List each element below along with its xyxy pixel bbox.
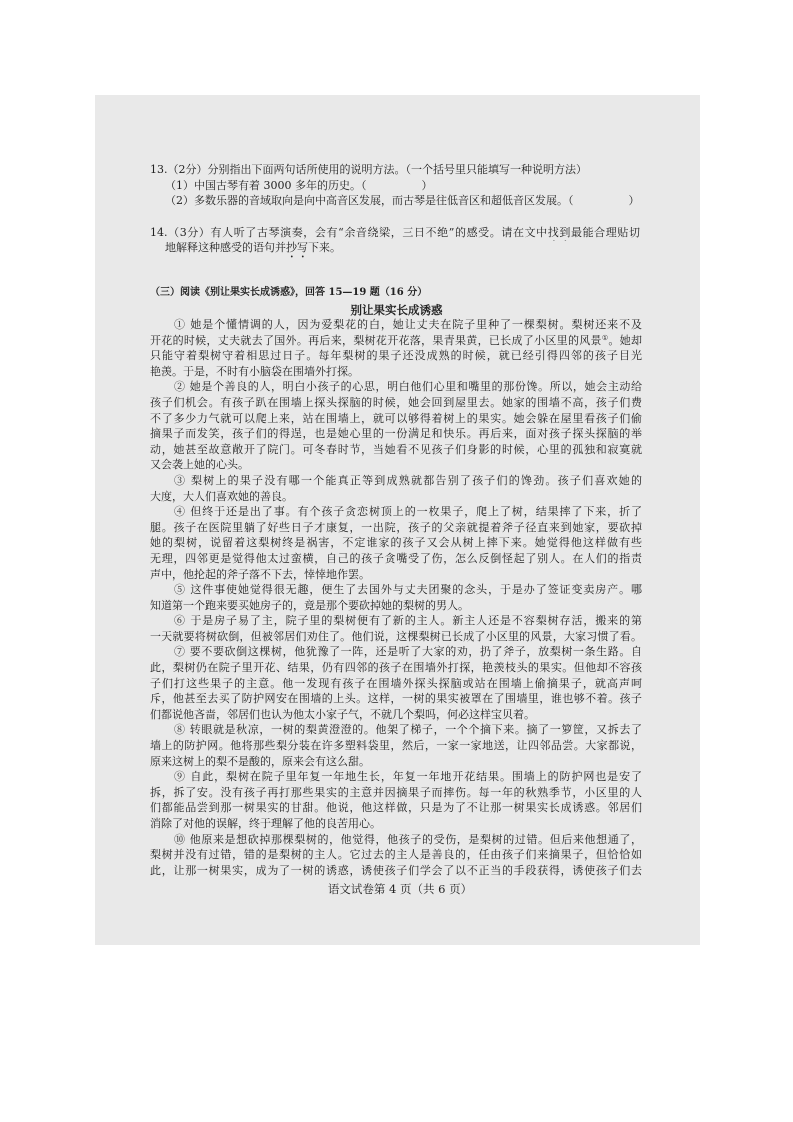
passage-line: 不了多少力气就可以爬上来，站在围墙上，就可以够得着树上的果实。她会躲在屋里看孩子们偷 xyxy=(150,411,642,425)
passage-line-text: 。她却 xyxy=(608,333,642,347)
passage-line: 大度，大人们喜欢她的善良。 xyxy=(150,489,293,503)
passage-line: 孩子们机会。有孩子趴在围墙上探头探脑的时候，她会回到屋里去。她家的围墙不高，孩子们费 xyxy=(150,395,642,409)
passage-line: ④ 但终于还是出了事。有个孩子贪恋树顶上的一枚果子，爬上了树，结果摔了下来，折了 xyxy=(174,505,642,519)
question-14-text: 下来。 xyxy=(308,241,341,254)
section-heading: （三）阅读《别让果实长成诱惑》，回答 15—19 题（16 分） xyxy=(150,287,428,298)
passage-line: ⑤ 这件事使她觉得很无趣，便生了去国外与丈夫团聚的念头，于是办了签证变卖房产。哪 xyxy=(174,583,642,597)
passage-line: 腿。孩子在医院里躺了好些日子才康复，一出院，孩子的父亲就提着斧子径直来到她家，要砍掉 xyxy=(150,520,642,534)
passage xyxy=(150,317,642,878)
question-14-text: 最能合理贴切 xyxy=(570,226,640,239)
passage-line: ① 她是个懂情调的人，因为爱梨花的白，她让丈夫在院子里种了一棵梨树。梨树还来不及 xyxy=(174,318,642,331)
passage-line: ⑥ 于是房子易了主，院子里的梨树便有了新的主人。新主人还是不容梨树存活，搬来的第 xyxy=(174,614,642,628)
passage-line: 梨树并没有过错，错的是梨树的主人。它过去的主人是善良的，任由孩子们来摘果子，但恰恰如 xyxy=(150,848,642,862)
passage-line: 子们打这些果子的主意。他一发现有孩子在围墙外探头探脑或站在围墙上偷摘果子，就高声呵 xyxy=(150,676,642,690)
emphasized-text: 找到 xyxy=(547,226,571,239)
question-13-item-2: （2）多数乐器的音域取向是向中高音区发展，而古琴是往低音区和超低音区发展。（ ） xyxy=(165,194,640,207)
passage-line: 她的梨树，说留着这梨树终是祸害，不定谁家的孩子又会从树上摔下来。她觉得他这样做有些 xyxy=(150,536,642,550)
passage-paragraph-5 xyxy=(150,582,642,613)
question-13-item-1: （1）中国古琴有着 3000 多年的历史。（ ） xyxy=(165,179,433,192)
passage-line: 又会袭上她的心头。 xyxy=(150,458,249,472)
passage-line: 此，梨树仍在院子里开花、结果，仍有四邻的孩子在围墙外打探，艳羡枝头的果实。但他却不容孩 xyxy=(150,661,642,675)
passage-paragraph-6 xyxy=(150,613,642,644)
question-13-stem: 13.（2分）分别指出下面两句话所使用的说明方法。（一个括号里只能填写一种说明方法） xyxy=(150,163,587,176)
passage-line: 声中，他抡起的斧子落不下去，悻悻地作罢。 xyxy=(150,567,370,581)
passage-line-text: 开花的时候，丈夫就去了国外。再后来，梨树花开花落，果青果黄，已长成了小区里的风景 xyxy=(150,333,602,347)
passage-line: 们都能品尝到那一树果实的甘甜。他说，他这样做，只是为了不让那一树果实长成诱惑。邻居们 xyxy=(150,801,642,815)
passage-paragraph-3 xyxy=(150,473,642,504)
passage-line: ③ 梨树上的果子没有哪一个能真正等到成熟就都告别了孩子们的馋劲。孩子们喜欢她的 xyxy=(174,473,642,487)
passage-line: 斥，他甚至去买了防护网安在围墙的上头。这样，一树的果实被罩在了围墙里，谁也够不着。孩子 xyxy=(150,692,642,706)
passage-paragraph-7 xyxy=(150,644,642,722)
passage-line: 此，让那一树果实，成为了一树的诱惑，诱使孩子们学会了以不正当的手段获得，诱使孩子们去 xyxy=(150,863,642,877)
question-14-line-1 xyxy=(150,225,640,241)
passage-title: 别让果实长成诱惑 xyxy=(350,303,443,317)
passage-paragraph-10 xyxy=(150,832,642,879)
passage-line: 拆，拆了安。没有孩子再打那些果实的主意并因摘果子而摔伤。每一年的秋熟季节，小区里的人 xyxy=(150,785,642,799)
passage-line: 动，她甚至故意敞开了院门。可冬春时节，当她看不见孩子们身影的时候，心里的孤独和寂寞就 xyxy=(150,442,642,456)
emphasized-text: 抄写 xyxy=(286,241,308,254)
passage-paragraph-4 xyxy=(150,504,642,582)
passage-line: 艳羡。于是，不时有小脑袋在围墙外打探。 xyxy=(150,364,359,378)
passage-line: 知道第一个跑来要买她房子的，竟是那个要砍掉她的梨树的男人。 xyxy=(150,598,469,612)
passage-line xyxy=(150,333,642,349)
question-14-text: 14.（3分）有人听了古琴演奏，会有“余音绕梁，三日不绝”的感受。请在文中 xyxy=(150,226,548,239)
passage-line: ⑧ 转眼就是秋凉，一树的梨黄澄澄的。他架了梯子，一个个摘下来。摘了一箩筐，又拆去了 xyxy=(174,723,642,737)
passage-line: 墙上的防护网。他将那些梨分装在许多塑料袋里，然后，一家一家地送，让四邻品尝。大家都说， xyxy=(150,739,642,753)
passage-line: ⑩ 他原来是想砍掉那棵梨树的，他觉得，他孩子的受伤，是梨树的过错。但后来他想通了， xyxy=(174,832,642,846)
passage-line: 原来这树上的梨不是酸的，原来会有这么甜。 xyxy=(150,754,370,768)
passage-paragraph-1 xyxy=(150,317,642,379)
passage-line: 摘果子而发笑，孩子们的得逞，也是她心里的一份满足和快乐。再后来，面对孩子探头探脑的举 xyxy=(150,427,642,441)
footnote-marker: ① xyxy=(601,333,609,342)
passage-line: 们都说他吝啬，邻居们也认为他太小家子气，不就几个梨吗，何必这样宝贝着。 xyxy=(150,707,535,721)
passage-line: ⑨ 自此，梨树在院子里年复一年地生长，年复一年地开花结果。围墙上的防护网也是安了 xyxy=(174,770,642,784)
passage-paragraph-2 xyxy=(150,379,642,473)
passage-line: 无理，四邻更是觉得他太过蛮横，自己的孩子贪嘴受了伤，怎么反倒怪起了别人。在人们的指责 xyxy=(150,551,642,565)
question-14-text: 地解释这种感受的语句并 xyxy=(165,241,286,254)
passage-line: ② 她是个善良的人，明白小孩子的心思，明白他们心里和嘴里的那份馋。所以，她会主动给 xyxy=(174,380,642,394)
question-14-line-2 xyxy=(165,240,341,256)
passage-line: ⑦ 要不要砍倒这棵树，他犹豫了一阵，还是听了大家的劝，扔了斧子，放梨树一条生路。自 xyxy=(174,645,642,659)
page-footer: 语文试卷第 4 页（共 6 页） xyxy=(327,882,473,896)
passage-paragraph-9 xyxy=(150,769,642,831)
passage-paragraph-8 xyxy=(150,722,642,769)
passage-line: 一天就要将树砍倒，但被邻居们劝住了。他们说，这棵梨树已长成了小区里的风景，大家习惯了看。 xyxy=(150,629,642,643)
passage-line: 只能守着梨树守着相思过日子。每年梨树的果子还没成熟的时候，就已经引得四邻的孩子目光 xyxy=(150,349,642,363)
passage-line: 消除了对他的误解，终于理解了他的良苦用心。 xyxy=(150,817,381,830)
